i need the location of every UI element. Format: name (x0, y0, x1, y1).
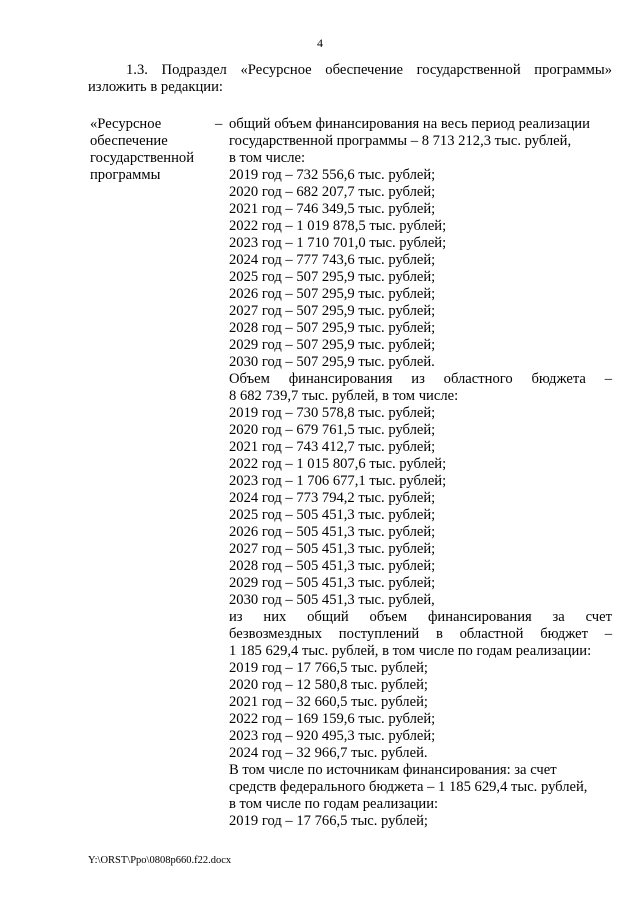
free-receipts-year-line: 2019 год – 17 766,5 тыс. рублей; (229, 660, 428, 676)
word: из (229, 609, 243, 625)
regional-year-line: 2029 год – 505 451,3 тыс. рублей; (229, 575, 436, 591)
free-receipts-year-line: 2024 год – 32 966,7 тыс. рублей. (229, 745, 428, 761)
word: общий (307, 609, 349, 625)
total-year-line: 2028 год – 507 295,9 тыс. рублей; (229, 320, 436, 336)
regional-year-line: 2024 год – 773 794,2 тыс. рублей; (229, 490, 436, 506)
word: областного (443, 371, 513, 387)
regional-budget-amount: 8 682 739,7 тыс. рублей, в том числе: (229, 388, 459, 404)
source-heading-1: В том числе по источникам финансирования: за счет (229, 762, 557, 778)
free-receipts-heading-2 (229, 626, 612, 643)
total-year-line: 2022 год – 1 019 878,5 тыс. рублей; (229, 218, 447, 234)
resource-label-line: обеспечение (90, 133, 168, 149)
total-year-line: 2019 год – 732 556,6 тыс. рублей; (229, 167, 436, 183)
regional-year-line: 2027 год – 505 451,3 тыс. рублей; (229, 541, 436, 557)
word: них (263, 609, 287, 625)
word: областной (459, 626, 524, 642)
resource-label-line: программы (90, 167, 161, 183)
resource-label (90, 116, 212, 184)
total-funding-line: в том числе: (229, 150, 306, 166)
word: счет (585, 609, 612, 625)
free-receipts-amount: 1 185 629,4 тыс. рублей, в том числе по годам реализации: (229, 643, 592, 659)
regional-year-line: 2026 год – 505 451,3 тыс. рублей; (229, 524, 436, 540)
word: поступлений (338, 626, 420, 642)
page-number: 4 (317, 36, 323, 50)
total-year-line: 2020 год – 682 207,7 тыс. рублей; (229, 184, 436, 200)
source-year-line: 2019 год – 17 766,5 тыс. рублей; (229, 813, 428, 829)
file-path-footer: Y:\ORST\Ppo\0808p660.f22.docx (88, 855, 232, 866)
word: – (604, 371, 612, 387)
word: бюджета (531, 371, 586, 387)
total-year-line: 2029 год – 507 295,9 тыс. рублей; (229, 337, 436, 353)
word: за (552, 609, 565, 625)
source-heading-2: средств федерального бюджета – 1 185 629,4 тыс. рублей, (229, 779, 588, 795)
free-receipts-year-line: 2022 год – 169 159,6 тыс. рублей; (229, 711, 436, 727)
regional-year-line: 2019 год – 730 578,8 тыс. рублей; (229, 405, 436, 421)
free-receipts-year-line: 2021 год – 32 660,5 тыс. рублей; (229, 694, 428, 710)
free-receipts-year-line: 2020 год – 12 580,8 тыс. рублей; (229, 677, 428, 693)
total-year-line: 2027 год – 507 295,9 тыс. рублей; (229, 303, 436, 319)
resource-label-line: государственной (90, 150, 195, 166)
funding-details (229, 116, 612, 830)
total-year-line: 2025 год – 507 295,9 тыс. рублей; (229, 269, 436, 285)
intro-line-2: изложить в редакции: (88, 79, 223, 95)
regional-year-line: 2025 год – 505 451,3 тыс. рублей; (229, 507, 436, 523)
intro-line-1: 1.3. Подраздел «Ресурсное обеспечение государственной программы» (126, 62, 612, 78)
word: объем (369, 609, 408, 625)
word: в (435, 626, 443, 642)
total-funding-line: общий объем финансирования на весь период реализации (229, 116, 590, 132)
regional-year-line: 2028 год – 505 451,3 тыс. рублей; (229, 558, 436, 574)
total-year-line: 2021 год – 746 349,5 тыс. рублей; (229, 201, 436, 217)
word: – (604, 626, 612, 642)
word: безвозмездных (229, 626, 323, 642)
free-receipts-year-line: 2023 год – 920 495,3 тыс. рублей; (229, 728, 436, 744)
total-year-line: 2023 год – 1 710 701,0 тыс. рублей; (229, 235, 447, 251)
word: Объем (229, 371, 270, 387)
intro-paragraph (88, 62, 612, 96)
total-year-line: 2026 год – 507 295,9 тыс. рублей; (229, 286, 436, 302)
word: бюджет (540, 626, 588, 642)
resource-label-line: «Ресурсное (90, 116, 162, 132)
label-dash: – (215, 116, 223, 132)
total-year-line: 2030 год – 507 295,9 тыс. рублей. (229, 354, 435, 370)
regional-year-line: 2021 год – 743 412,7 тыс. рублей; (229, 439, 436, 455)
source-heading-3: в том числе по годам реализации: (229, 796, 439, 812)
free-receipts-heading (229, 609, 612, 626)
word: финансирования (427, 609, 532, 625)
regional-budget-heading (229, 371, 612, 388)
regional-year-line: 2023 год – 1 706 677,1 тыс. рублей; (229, 473, 447, 489)
total-funding-line: государственной программы – 8 713 212,3 тыс. рублей, (229, 133, 572, 149)
regional-year-line: 2020 год – 679 761,5 тыс. рублей; (229, 422, 436, 438)
word: финансирования (288, 371, 393, 387)
regional-year-line: 2030 год – 505 451,3 тыс. рублей, (229, 592, 435, 608)
total-year-line: 2024 год – 777 743,6 тыс. рублей; (229, 252, 436, 268)
regional-year-line: 2022 год – 1 015 807,6 тыс. рублей; (229, 456, 447, 472)
word: из (411, 371, 425, 387)
